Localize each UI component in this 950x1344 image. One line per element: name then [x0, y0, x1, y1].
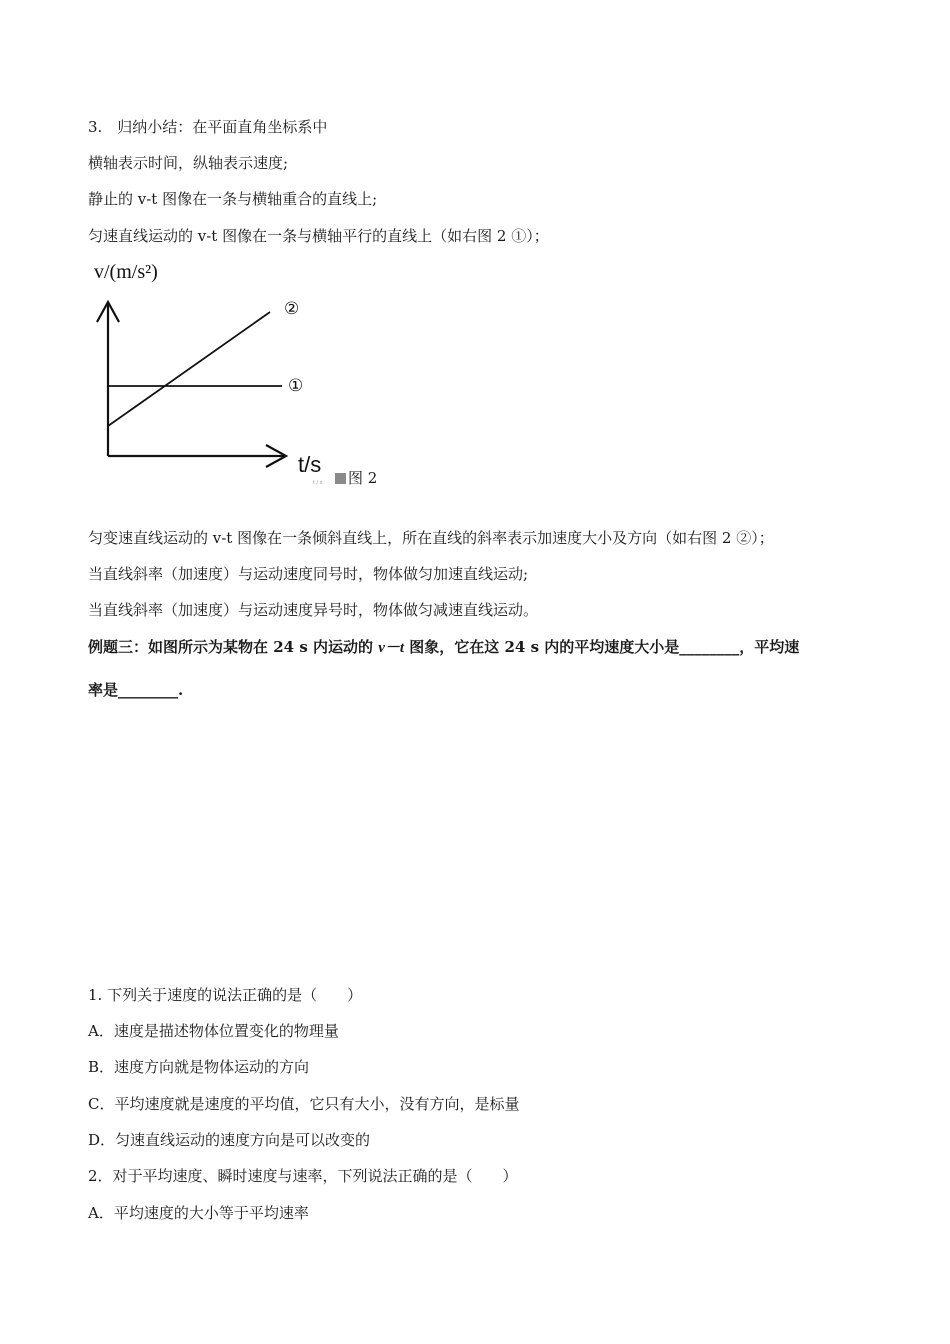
question-2-option-a: A．平均速度的大小等于平均速率	[88, 1204, 309, 1222]
question-1-option-c: C．平均速度就是速度的平均值，它只有大小，没有方向，是标量	[88, 1095, 520, 1113]
figure-tiny-mark: t / s	[313, 480, 323, 486]
summary-heading: 3. 归纳小结：在平面直角坐标系中	[88, 118, 328, 136]
vt-graph-figure	[88, 256, 388, 492]
example-part2: 图象，它在这 24 s 内的平均速度大小是________，平均速	[404, 638, 800, 656]
line-label-1: ①	[288, 376, 304, 396]
y-axis-label: v/(m/s²)	[94, 261, 158, 283]
uniform-acceleration-line	[108, 312, 270, 426]
summary-line-uniform: 匀速直线运动的 v-t 图像在一条与横轴平行的直线上（如右图 2 ①）；	[88, 227, 549, 245]
question-1-option-a: A．速度是描述物体位置变化的物理量	[88, 1022, 339, 1040]
figure-caption-text: 图 2	[348, 469, 378, 487]
question-1: 1. 下列关于速度的说法正确的是（ ）	[88, 986, 363, 1004]
line-label-2: ②	[284, 299, 300, 319]
after-figure-line-accelerating: 当直线斜率（加速度）与运动速度同号时，物体做匀加速直线运动;	[88, 565, 529, 583]
after-figure-line-variable: 匀变速直线运动的 v-t 图像在一条倾斜直线上，所在直线的斜率表示加速度大小及方向（如右图 2 ②）；	[88, 529, 774, 547]
example-question-line2: 率是________.	[88, 681, 184, 699]
example-vt-symbol: v－t	[378, 640, 405, 656]
figure-caption	[335, 468, 377, 488]
caption-square-icon	[335, 473, 346, 484]
vt-graph-svg	[88, 256, 388, 492]
x-axis-label: t/s	[298, 452, 322, 477]
after-figure-line-decelerating: 当直线斜率（加速度）与运动速度异号时，物体做匀减速直线运动。	[88, 601, 539, 619]
summary-line-stationary: 静止的 v-t 图像在一条与横轴重合的直线上;	[88, 190, 378, 208]
question-1-option-d: D．匀速直线运动的速度方向是可以改变的	[88, 1131, 371, 1149]
example-question-line1	[88, 637, 799, 658]
summary-line-axes: 横轴表示时间，纵轴表示速度;	[88, 154, 289, 172]
question-2: 2．对于平均速度、瞬时速度与速率，下列说法正确的是（ ）	[88, 1167, 518, 1185]
question-1-option-b: B．速度方向就是物体运动的方向	[88, 1058, 310, 1076]
example-part1: 例题三：如图所示为某物在 24 s 内运动的	[88, 638, 379, 656]
